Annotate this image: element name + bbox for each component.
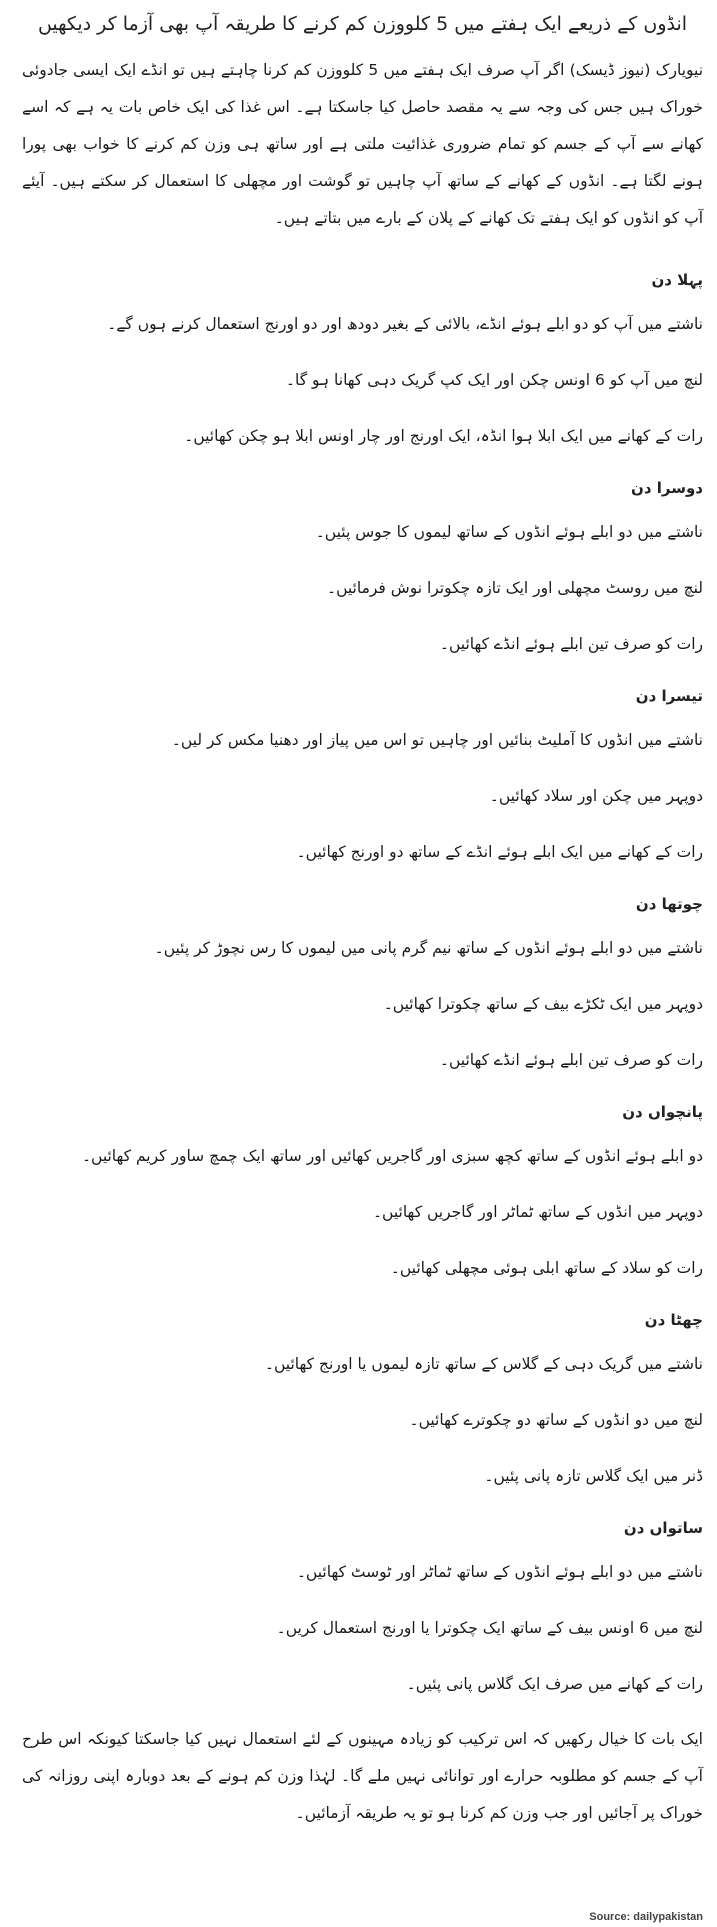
meal-item: رات کے کھانے میں ایک ابلا ہوا انڈہ، ایک اورنج اور چار اونس ابلا ہو چکن کھائیں۔: [184, 427, 703, 445]
day-section: [22, 1305, 703, 1491]
day-title: چوتھا دن: [635, 895, 703, 913]
day-title: تیسرا دن: [635, 687, 703, 705]
meal-item: ناشتے میں دو ابلے ہوئے انڈوں کے ساتھ لیموں کا جوس پئیں۔: [315, 523, 703, 541]
day-section: [22, 681, 703, 867]
meal-item: لنچ میں آپ کو 6 اونس چکن اور ایک کپ گریک دہی کھانا ہو گا۔: [285, 371, 703, 389]
source-credit: Source: dailypakistan: [589, 1911, 703, 1923]
day-title: چھٹا دن: [644, 1311, 703, 1329]
diet-plan: [22, 265, 703, 1699]
meal-item: ناشتے میں گریک دہی کے گلاس کے ساتھ تازہ لیموں یا اورنج کھائیں۔: [264, 1355, 703, 1373]
meal-item: دوپہر میں چکن اور سلاد کھائیں۔: [489, 787, 703, 805]
day-section: [22, 1513, 703, 1699]
day-section: [22, 1097, 703, 1283]
meal-item: رات کے کھانے میں ایک ابلے ہوئے انڈے کے ساتھ دو اورنج کھائیں۔: [296, 843, 703, 861]
meal-item: رات کو صرف تین ابلے ہوئے انڈے کھائیں۔: [439, 1051, 703, 1069]
meal-item: لنچ میں دو انڈوں کے ساتھ دو چکوترے کھائیں۔: [409, 1411, 703, 1429]
meal-item: ناشتے میں دو ابلے ہوئے انڈوں کے ساتھ ٹماٹر اور ٹوسٹ کھائیں۔: [296, 1563, 703, 1581]
meal-item: ناشتے میں آپ کو دو ابلے ہوئے انڈے، بالائی کے بغیر دودھ اور دو اورنج استعمال کرنے ہوں گے۔: [107, 315, 703, 333]
meal-item: دوپہر میں ایک ٹکڑے بیف کے ساتھ چکوترا کھائیں۔: [383, 995, 703, 1013]
day-title: دوسرا دن: [631, 479, 703, 497]
article-closing: ایک بات کا خیال رکھیں کہ اس ترکیب کو زیادہ مہینوں کے لئے استعمال نہیں کیا جاسکتا کیونکہ اس طرح آپ کے جسم کو مطلوبہ حرارے اور توانائی نہیں ملے گا۔ لہٰذا وزن کم ہونے کے بعد دوبارہ اپنی روزانہ کی خوراک پر آجائیں اور جب وزن کم کرنا ہو تو یہ طریقہ آزمائیں۔: [22, 1730, 703, 1822]
meal-item: رات کو سلاد کے ساتھ ابلی ہوئی مچھلی کھائیں۔: [390, 1259, 703, 1277]
article-headline: انڈوں کے ذریعے ایک ہفتے میں 5 کلووزن کم کرنے کا طریقہ آپ بھی آزما کر دیکھیں: [37, 13, 688, 35]
day-section: [22, 473, 703, 659]
article: [22, 0, 703, 1832]
article-intro: نیویارک (نیوز ڈیسک) اگر آپ صرف ایک ہفتے میں 5 کلووزن کم کرنا چاہتے ہیں تو انڈے ایک ایسی جادوئی خوراک ہیں جس کی وجہ سے یہ مقصد حاصل کیا جاسکتا ہے۔ اس غذا کی ایک خاص بات یہ ہے کہ اسے کھانے سے آپ کے جسم کو تمام ضروری غذائیت ملتی ہے اور ساتھ ہی وزن کم کرنے کا خواب بھی پورا ہونے لگتا ہے۔ انڈوں کے کھانے کے ساتھ آپ چاہیں تو گوشت اور مچھلی کا استعمال کر سکتے ہیں۔ آیئے آپ کو انڈوں کو ایک ہفتے تک کھانے کے پلان کے بارے میں بتاتے ہیں۔: [22, 61, 704, 227]
day-title: پانچواں دن: [622, 1103, 703, 1121]
meal-item: رات کو صرف تین ابلے ہوئے انڈے کھائیں۔: [439, 635, 703, 653]
meal-item: رات کے کھانے میں صرف ایک گلاس پانی پئیں۔: [406, 1675, 703, 1693]
meal-item: ناشتے میں دو ابلے ہوئے انڈوں کے ساتھ نیم گرم پانی میں لیموں کا رس نچوڑ کر پئیں۔: [154, 939, 703, 957]
day-section: [22, 889, 703, 1075]
meal-item: ڈنر میں ایک گلاس تازہ پانی پئیں۔: [484, 1467, 703, 1485]
day-section: [22, 265, 703, 451]
meal-item: دو ابلے ہوئے انڈوں کے ساتھ کچھ سبزی اور گاجریں کھائیں اور ساتھ ایک چمچ ساور کریم کھائیں۔: [81, 1147, 703, 1165]
meal-item: دوپہر میں انڈوں کے ساتھ ٹماٹر اور گاجریں کھائیں۔: [372, 1203, 703, 1221]
meal-item: ناشتے میں انڈوں کا آملیٹ بنائیں اور چاہیں تو اس میں پیاز اور دھنیا مکس کر لیں۔: [171, 731, 703, 749]
meal-item: لنچ میں روسٹ مچھلی اور ایک تازہ چکوترا نوش فرمائیں۔: [326, 579, 703, 597]
meal-item: لنچ میں 6 اونس بیف کے ساتھ ایک چکوترا یا اورنج استعمال کریں۔: [276, 1619, 703, 1637]
day-title: ساتواں دن: [623, 1519, 703, 1537]
day-title: پہلا دن: [651, 271, 703, 289]
